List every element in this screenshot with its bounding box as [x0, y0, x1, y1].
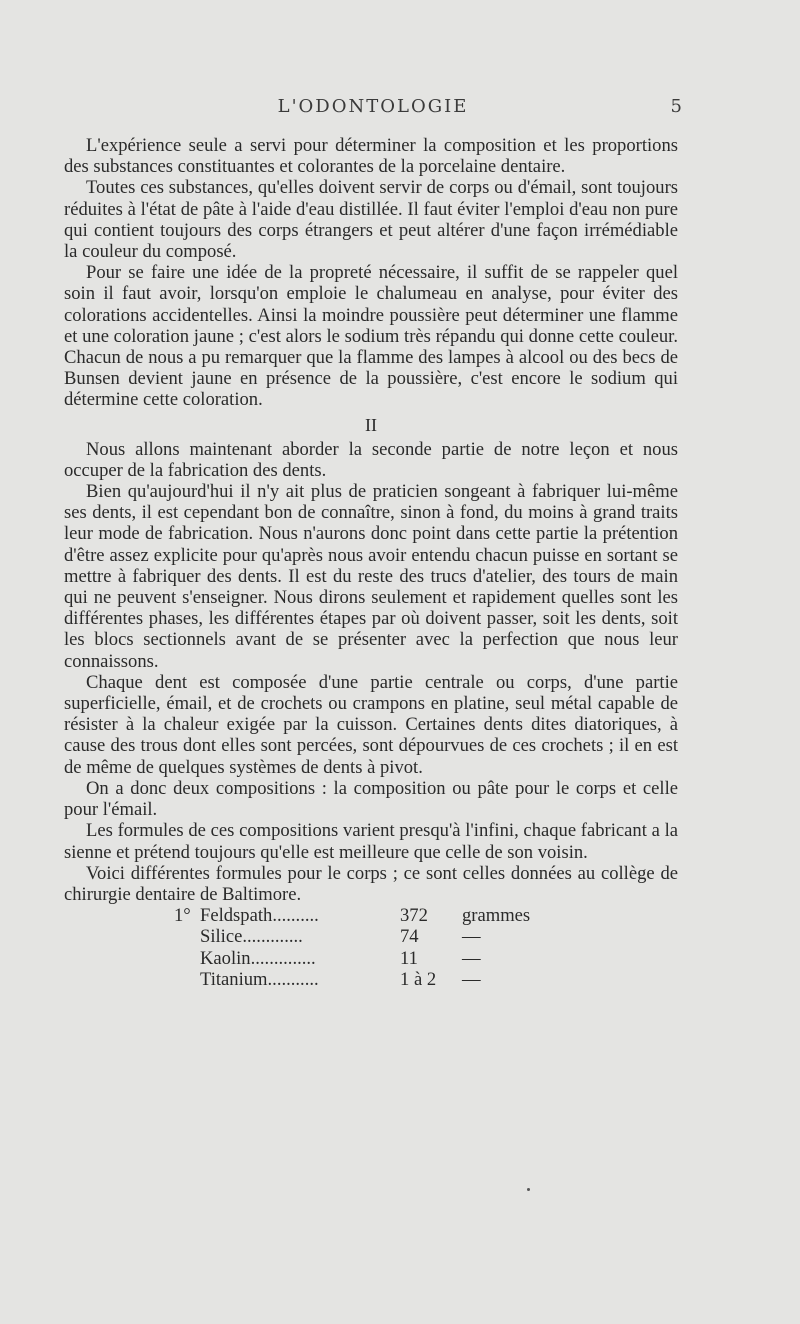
- running-title: L'ODONTOLOGIE: [277, 96, 469, 117]
- formula-quantity: 372: [400, 905, 428, 927]
- paragraph: Les formules de ces compositions varient presqu'à l'infini, chaque fabricant a la sienne et prétend toujours qu'elle est meilleure que celle de son voisin.: [64, 820, 678, 863]
- formula-unit: —: [462, 926, 481, 948]
- ingredient-name: Kaolin: [200, 947, 251, 969]
- formula-unit: grammes: [462, 905, 531, 927]
- body-text: [64, 135, 678, 990]
- paragraph: Bien qu'aujourd'hui il n'y ait plus de praticien songeant à fabriquer lui-même ses dents, il est cependant bon de connaître, sinon à fond, du moins à grand traits leur mode de fabrication. Nous n'aurons donc point dans cette partie la prétention d'être assez explicite pour qu'après nous avoir entendu chacun puisse en sortant se mettre à fabriquer des dents. Il est du reste des trucs d'atelier, des tours de main qui ne peuvent s'enseigner. Nous dirons seulement et rapidement quelles sont les différentes phases, les différentes étapes par où doivent passer, soit les dents, soit les blocs sectionnels avant de se présenter avec la perfection que nous leur connaissons.: [64, 481, 678, 672]
- formula-row: [174, 905, 530, 926]
- page-number: 5: [670, 96, 682, 117]
- paragraph: Voici différentes formules pour le corps ; ce sont celles données au collège de chirurgie dentaire de Baltimore.: [64, 862, 678, 905]
- formula-unit: —: [462, 968, 481, 990]
- section-number: II: [365, 414, 377, 435]
- formula-ingredient: Feldspath..........: [200, 905, 319, 927]
- paragraph: Chaque dent est composée d'une partie centrale ou corps, d'une partie superficielle, émail, et de crochets ou crampons en platine, seul métal capable de résister à la chaleur exigée par la cuisson. Certaines dents dites diatoriques, à cause des trous dont elles sont percées, sont dépourvues de ces crochets ; il en est de même de quelques systèmes de dents à pivot.: [64, 671, 678, 778]
- formula-number: [174, 948, 200, 969]
- formula-ingredient: Kaolin..............: [200, 947, 316, 969]
- formula-ingredient: Silice.............: [200, 926, 303, 948]
- formula-number: 1°: [174, 905, 191, 927]
- page-header: [64, 96, 682, 122]
- formula-quantity: 1 à 2: [400, 968, 437, 990]
- formula-table: [174, 905, 530, 990]
- formula-number: [174, 926, 200, 947]
- ingredient-name: Titanium: [200, 968, 268, 990]
- ingredient-name: Feldspath: [200, 905, 273, 927]
- formula-row: [174, 969, 530, 990]
- paragraph: Toutes ces substances, qu'elles doivent servir de corps ou d'émail, sont toujours réduites à l'état de pâte à l'aide d'eau distillée. Il faut éviter l'emploi d'eau non pure qui contient toujours des corps étrangers et peut altérer d'une façon irrémédiable la couleur du composé.: [64, 177, 678, 263]
- paragraph: On a donc deux compositions : la composition ou pâte pour le corps et celle pour l'émail.: [64, 777, 678, 821]
- formula-ingredient: Titanium...........: [200, 968, 319, 990]
- paragraph: L'expérience seule a servi pour déterminer la composition et les proportions des substances constituantes et colorantes de la porcelaine dentaire.: [64, 135, 678, 178]
- formula-unit: —: [462, 947, 481, 969]
- formula-quantity: 11: [400, 947, 418, 969]
- paper-speck: [527, 1188, 530, 1191]
- formula-number: [174, 969, 200, 990]
- paragraph: Pour se faire une idée de la propreté nécessaire, il suffit de se rappeler quel soin il faut avoir, lorsqu'on emploie le chalumeau en analyse, pour éviter des colorations accidentelles. Ainsi la moindre poussière peut déterminer une flamme et une coloration jaune ; c'est alors le sodium très répandu qui donne cette couleur. Chacun de nous a pu remarquer que la flamme des lampes à alcool ou des becs de Bunsen devient jaune en présence de la poussière, c'est encore le sodium qui détermine cette coloration.: [64, 262, 678, 411]
- formula-quantity: 74: [400, 926, 419, 948]
- formula-row: [174, 948, 530, 969]
- formula-row: [174, 926, 530, 947]
- paragraph: Nous allons maintenant aborder la seconde partie de notre leçon et nous occuper de la fabrication des dents.: [64, 438, 678, 481]
- ingredient-name: Silice: [200, 926, 243, 948]
